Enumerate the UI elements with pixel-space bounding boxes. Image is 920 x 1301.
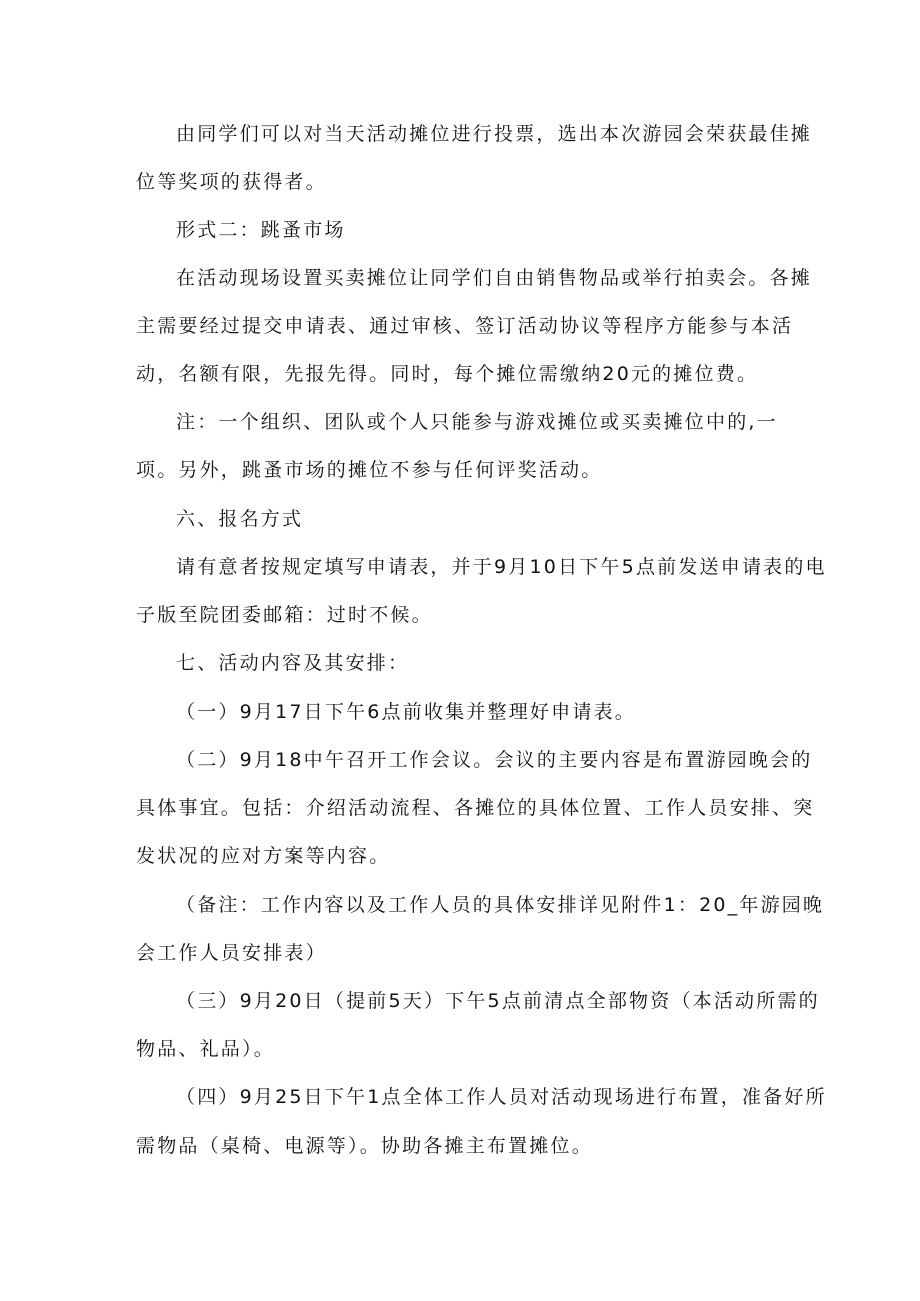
text-line: 发状况的应对方案等内容。: [136, 845, 391, 867]
text-line: （四）9月25日下午1点全体工作人员对活动现场进行布置，准备好所: [176, 1086, 827, 1108]
section-heading: 七、活动内容及其安排：: [176, 652, 410, 674]
section-heading: 形式二：跳蚤市场: [176, 219, 346, 241]
text-line: 在活动现场设置买卖摊位让同学们自由销售物品或举行拍卖会。各摊: [176, 267, 813, 289]
text-line: 子版至院团委邮箱：过时不候。: [136, 604, 433, 626]
text-line: 由同学们可以对当天活动摊位进行投票，选出本次游园会荣获最佳摊: [176, 123, 813, 145]
text-line: 位等奖项的获得者。: [136, 171, 327, 193]
text-line: 主需要经过提交申请表、通过审核、签订活动协议等程序方能参与本活: [136, 315, 794, 337]
text-line: 会工作人员安排表）: [136, 942, 327, 964]
text-line: （一）9月17日下午6点前收集并整理好申请表。: [176, 701, 636, 723]
text-line: （二）9月18中午召开工作会议。会议的主要内容是布置游园晚会的: [176, 749, 813, 771]
text-line: 请有意者按规定填写申请表，并于9月10日下午5点前发送申请表的电: [176, 556, 827, 578]
text-line: （备注：工作内容以及工作人员的具体安排详见附件1：20_年游园晚: [176, 894, 825, 916]
text-line: 项。另外，跳蚤市场的摊位不参与任何评奖活动。: [136, 459, 603, 481]
text-line: （三）9月20日（提前5天）下午5点前清点全部物资（本活动所需的: [176, 990, 820, 1012]
text-line: 注：一个组织、团队或个人只能参与游戏摊位或买卖摊位中的,一: [176, 411, 778, 433]
text-line: 动，名额有限，先报先得。同时，每个摊位需缴纳20元的摊位费。: [136, 363, 759, 385]
text-line: 物品、礼品）。: [136, 1038, 275, 1060]
text-line: 具体事宜。包括：介绍活动流程、各摊位的具体位置、工作人员安排、突: [136, 797, 815, 819]
text-line: 需物品（桌椅、电源等）。协助各摊主布置摊位。: [136, 1135, 593, 1157]
section-heading: 六、报名方式: [176, 508, 304, 530]
